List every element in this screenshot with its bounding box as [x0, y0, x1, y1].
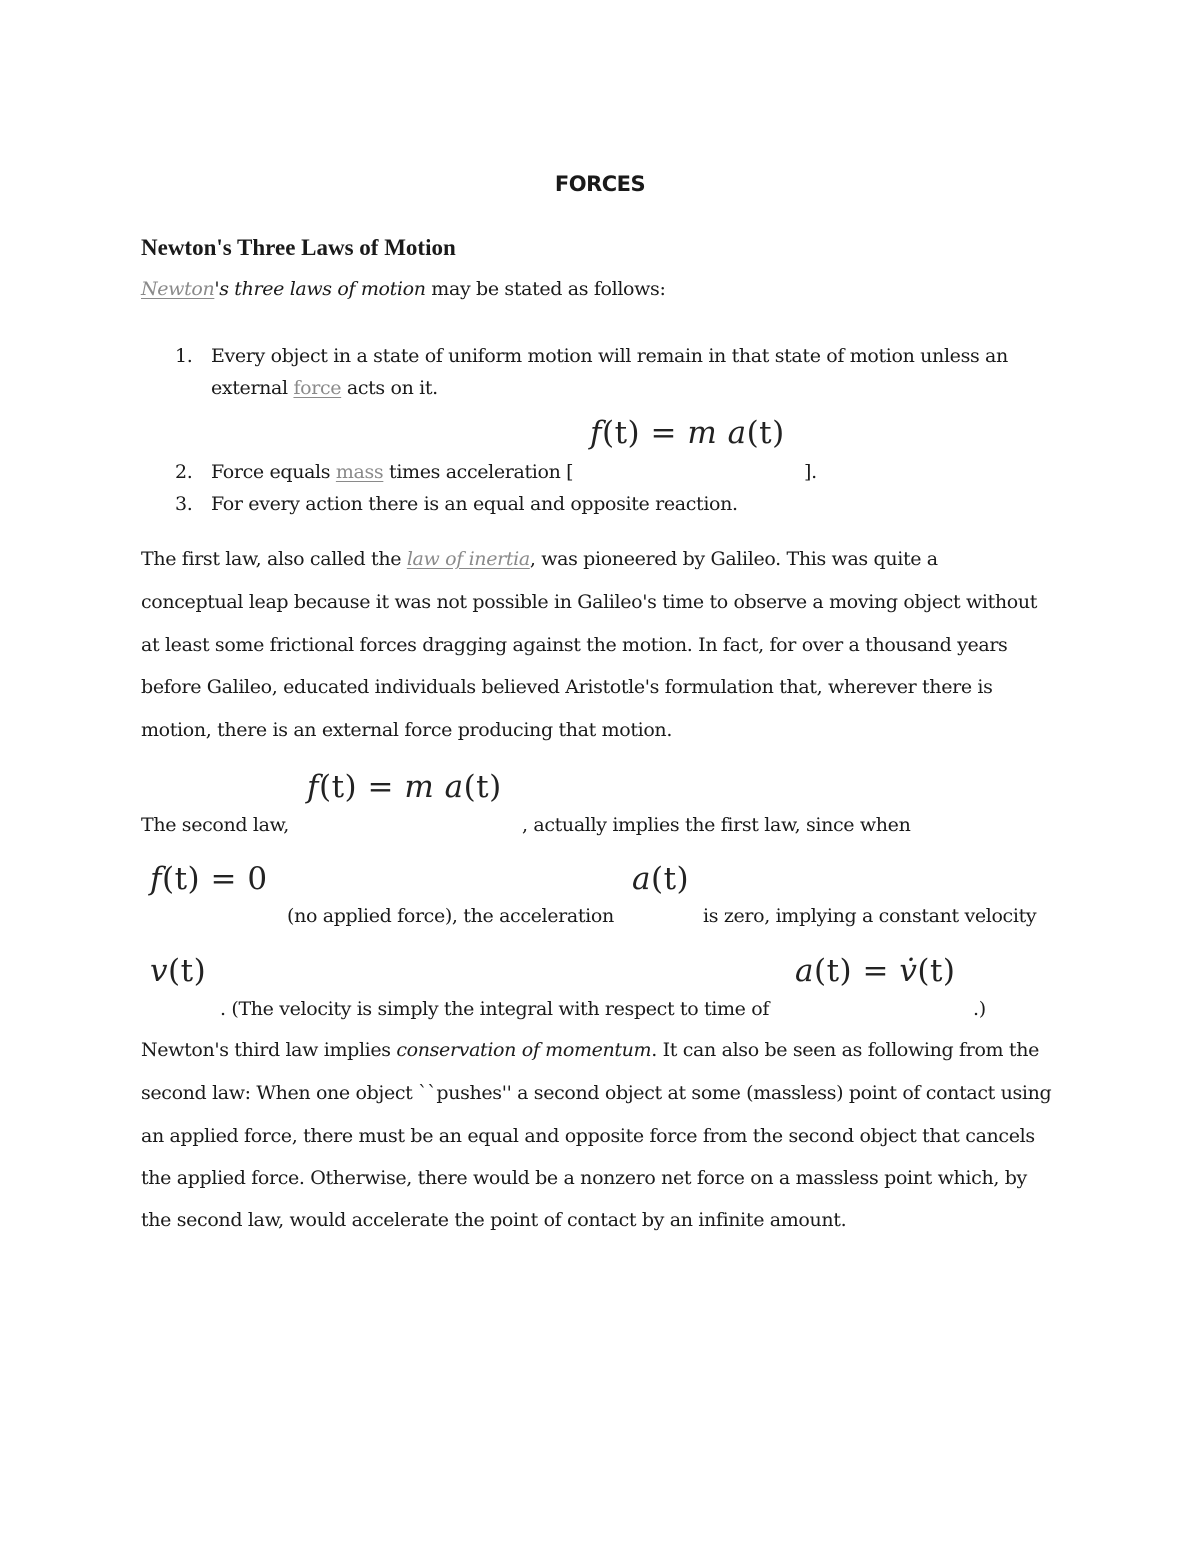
law-2-text-start: Force equals mass times acceleration [: [211, 461, 574, 483]
intro-rest: may be stated as follows:: [425, 278, 666, 300]
para1-line5: motion, there is an external force producing that motion.: [141, 719, 673, 741]
para2-f: .): [973, 998, 986, 1020]
equation-f-zero: f(t) = 0: [150, 861, 268, 897]
para3-line1: Newton's third law implies conservation of momentum. It can also be seen as following from the: [141, 1039, 1039, 1061]
equation-v-t: v(t): [150, 953, 207, 989]
law-3-number: 3.: [175, 493, 193, 515]
para3-line4: the applied force. Otherwise, there would be a nonzero net force on a massless point which, by: [141, 1167, 1027, 1189]
conservation-of-momentum: conservation of momentum: [396, 1039, 652, 1061]
law-of-inertia-link[interactable]: law of inertia: [406, 548, 530, 570]
law-1-line1: Every object in a state of uniform motion will remain in that state of motion unless an: [211, 345, 1008, 367]
equation-a-t: a(t): [632, 861, 690, 897]
equation-fma-1: f(t) = m a(t): [590, 415, 785, 451]
para2-e: . (The velocity is simply the integral with respect to time of: [220, 998, 770, 1020]
page-title: FORCES: [554, 172, 646, 196]
para2-b: , actually implies the first law, since when: [522, 814, 911, 836]
equation-a-vdot: a(t) = v̇(t): [795, 953, 956, 989]
equation-fma-2: f(t) = m a(t): [307, 769, 502, 805]
section-heading: Newton's Three Laws of Motion: [141, 235, 456, 260]
para1-line2: conceptual leap because it was not possible in Galileo's time to observe a moving object without: [141, 591, 1038, 613]
para3-line5: the second law, would accelerate the point of contact by an infinite amount.: [141, 1209, 847, 1231]
law-2-text-end: ].: [804, 461, 817, 483]
intro-line: [141, 280, 666, 299]
law-3-text: For every action there is an equal and opposite reaction.: [211, 493, 738, 515]
para1-line4: before Galileo, educated individuals believed Aristotle's formulation that, wherever there is: [141, 676, 993, 698]
force-link[interactable]: force: [293, 377, 342, 399]
para1-line3: at least some frictional forces dragging against the motion. In fact, for over a thousand years: [141, 634, 1008, 656]
intro-italic: 's three laws of motion: [214, 278, 426, 300]
law-1-line2: external force acts on it.: [211, 377, 438, 399]
law-1-number: 1.: [175, 345, 193, 367]
para3-line2: second law: When one object ``pushes'' a second object at some (massless) point of contact using: [141, 1082, 1052, 1104]
law-2-number: 2.: [175, 461, 193, 483]
para1-line1: The first law, also called the law of inertia, was pioneered by Galileo. This was quite a: [141, 548, 938, 570]
para2-c: (no applied force), the acceleration: [287, 905, 614, 927]
mass-link[interactable]: mass: [335, 461, 384, 483]
para2-a: The second law,: [141, 814, 289, 836]
para3-line3: an applied force, there must be an equal and opposite force from the second object that cancels: [141, 1125, 1035, 1147]
para2-d: is zero, implying a constant velocity: [703, 905, 1037, 927]
newton-link[interactable]: Newton: [141, 278, 215, 300]
